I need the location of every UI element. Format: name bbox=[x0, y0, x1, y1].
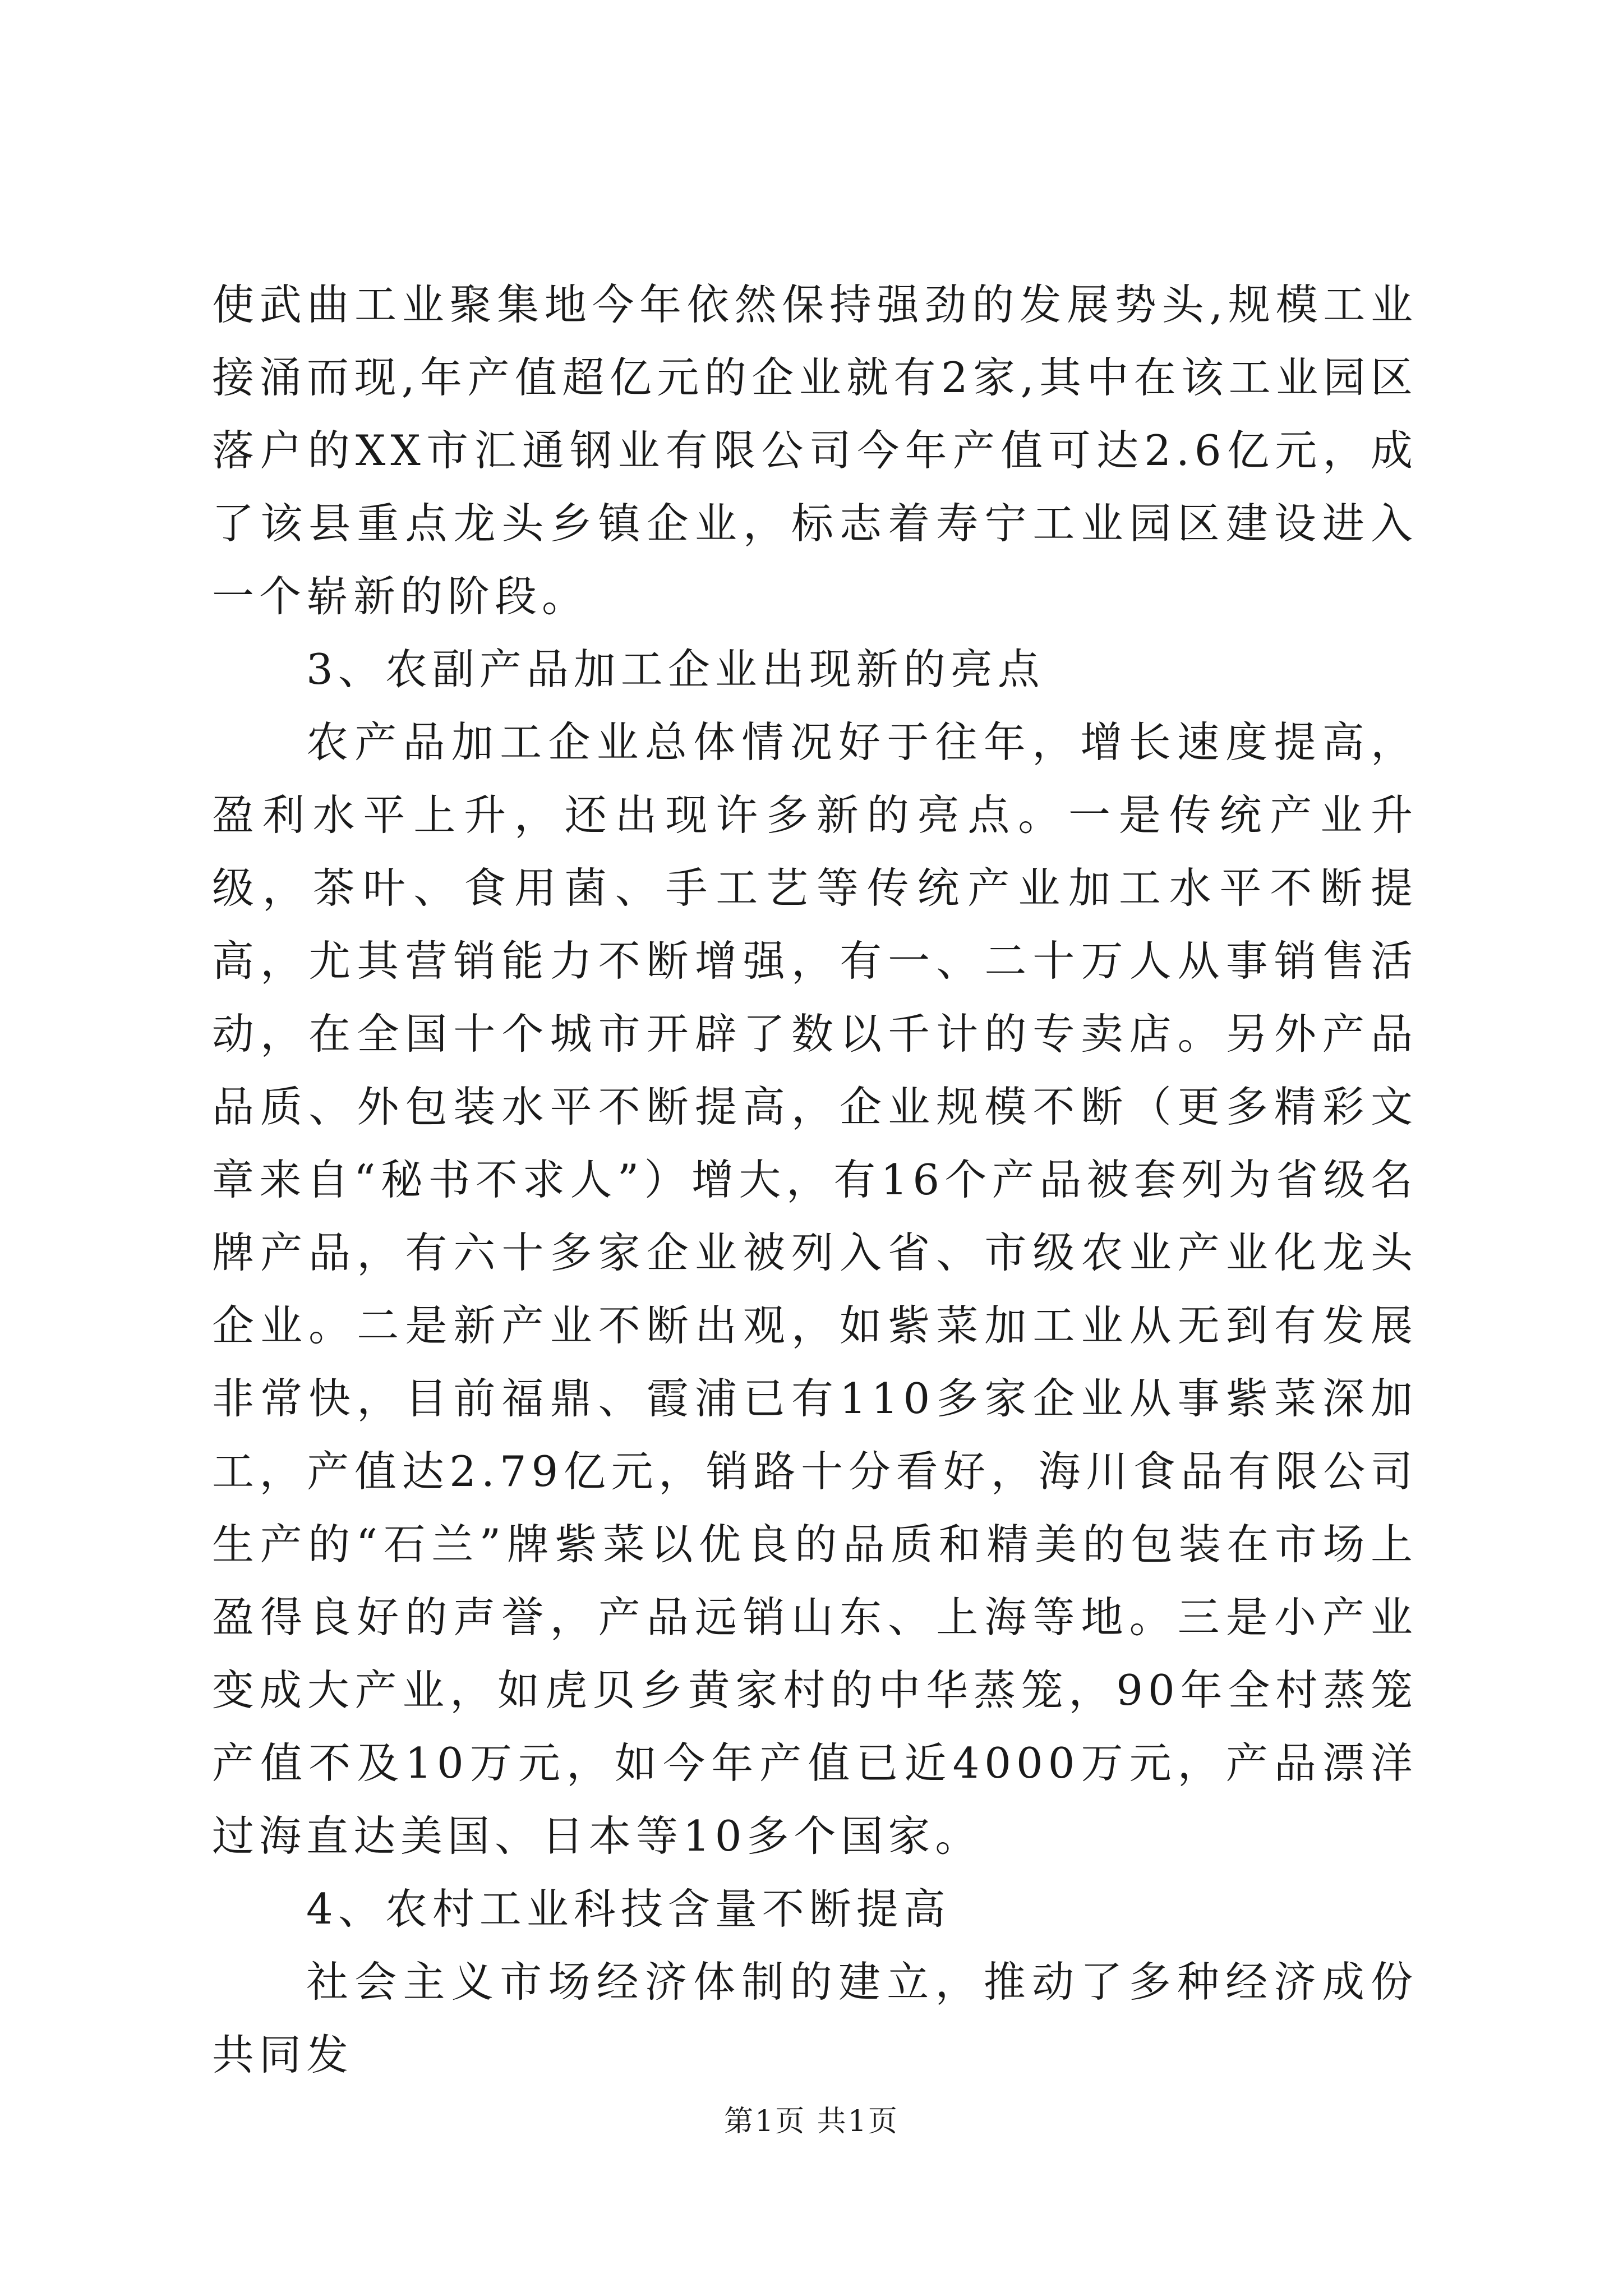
paragraph-agri-processing: 农产品加工企业总体情况好于往年，增长速度提高，盈利水平上升，还出现许多新的亮点。一是传统产业升级，茶叶、食用菌、手工艺等传统产业加工水平不断提高，尤其营销能力不断增强，有一、二十万人从事销售活动，在全国十个城市开辟了数以千计的专卖店。另外产品品质、外包装水平不断提高，企业规模不断（更多精彩文章来自“秘书不求人”）增大，有16个产品被套列为省级名牌产品，有六十多家企业被列入省、市级农业产业化龙头企业。二是新产业不断出观，如紫菜加工业从无到有发展非常快，目前福鼎、霞浦已有110多家企业从事紫菜深加工，产值达2.79亿元，销路十分看好，海川食品有限公司生产的“石兰”牌紫菜以优良的品质和精美的包装在市场上盈得良好的声誉，产品远销山东、上海等地。三是小产业变成大产业，如虎贝乡黄家村的中华蒸笼，90年全村蒸笼产值不及10万元，如今年产值已近4000万元，产品漂洋过海直达美国、日本等10多个国家。 bbox=[212, 717, 1418, 1861]
document-body bbox=[212, 268, 1418, 2091]
paragraph-market-economy: 社会主义市场经济体制的建立，推动了多种经济成份共同发 bbox=[212, 1957, 1418, 2079]
page-footer: 第1页 共1页 bbox=[724, 2105, 899, 2138]
section-heading-4: 4、农村工业科技含量不断提高 bbox=[306, 1884, 951, 1934]
section-heading-3: 3、农副产品加工企业出现新的亮点 bbox=[306, 645, 1045, 694]
paragraph-continuation: 使武曲工业聚集地今年依然保持强劲的发展势头,规模工业接涌而现,年产值超亿元的企业就有2家,其中在该工业园区落户的XX市汇通钢业有限公司今年产值可达2.6亿元，成了该县重点龙头乡镇企业，标志着寿宁工业园区建设进入一个崭新的阶段。 bbox=[212, 280, 1418, 621]
